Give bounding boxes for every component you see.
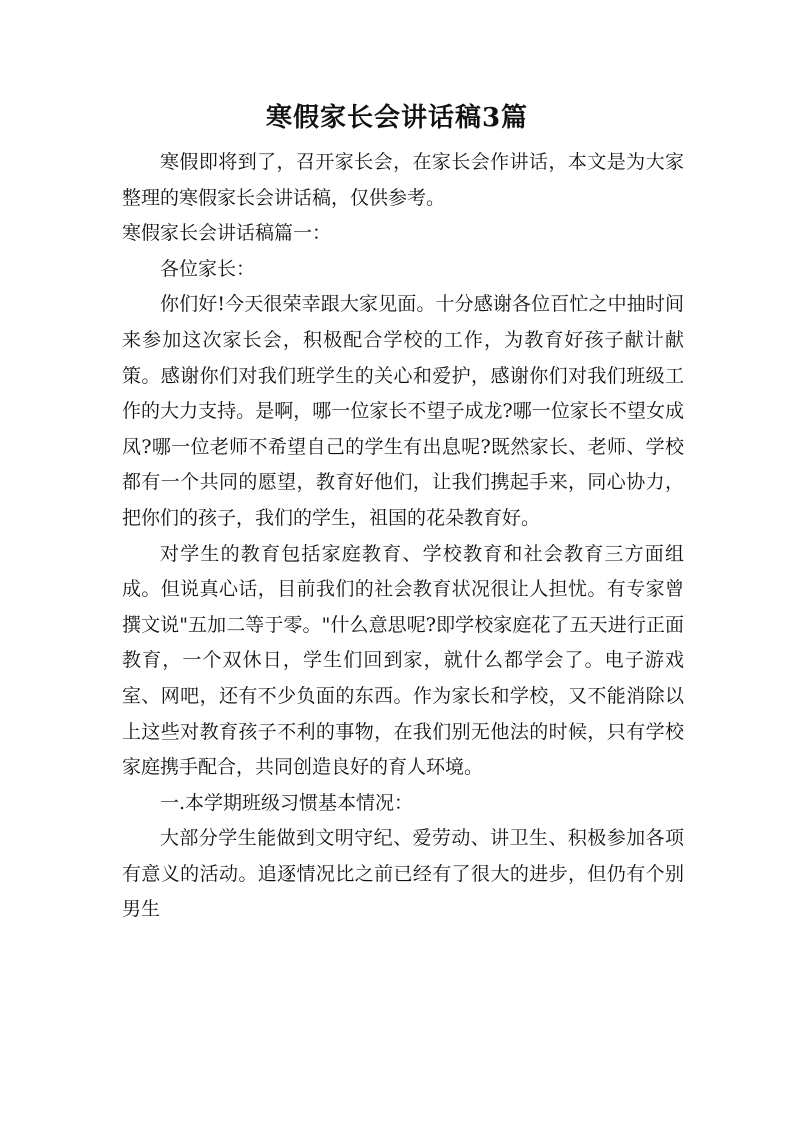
document-body bbox=[122, 145, 684, 928]
subsection-heading: 一.本学期班级习惯基本情况： bbox=[160, 791, 414, 814]
body-paragraph: 对学生的教育包括家庭教育、学校教育和社会教育三方面组成。但说真心话，目前我们的社会教育状况很让人担忧。有专家曾撰文说"五加二等于零。"什么意思呢?即学校家庭花了五天进行正面教育，一个双休日，学生们回到家，就什么都学会了。电子游戏室、网吧，还有不少负面的东西。作为家长和学校，又不能消除以上这些对教育孩子不利的事物，在我们别无他法的时候，只有学校家庭携手配合，共同创造良好的育人环境。 bbox=[122, 542, 684, 779]
body-paragraph: 大部分学生能做到文明守纪、爱劳动、讲卫生、积极参加各项有意义的活动。追逐情况比之前已经有了很大的进步，但仍有个别男生 bbox=[122, 827, 684, 921]
section-heading: 寒假家长会讲话稿篇一： bbox=[122, 222, 332, 245]
salutation: 各位家长： bbox=[160, 257, 256, 280]
body-paragraph: 你们好!今天很荣幸跟大家见面。十分感谢各位百忙之中抽时间来参加这次家长会，积极配合学校的工作，为教育好孩子献计献策。感谢你们对我们班学生的关心和爱护，感谢你们对我们班级工作的大力支持。是啊，哪一位家长不望子成龙?哪一位家长不望女成凤?哪一位老师不希望自己的学生有出息呢?既然家长、老师、学校都有一个共同的愿望，教育好他们，让我们携起手来，同心协力，把你们的孩子，我们的学生，祖国的花朵教育好。 bbox=[122, 293, 684, 529]
intro-paragraph: 寒假即将到了，召开家长会，在家长会作讲话，本文是为大家整理的寒假家长会讲话稿，仅供参考。 bbox=[122, 151, 684, 209]
document-title: 寒假家长会讲话稿3篇 bbox=[265, 103, 529, 133]
